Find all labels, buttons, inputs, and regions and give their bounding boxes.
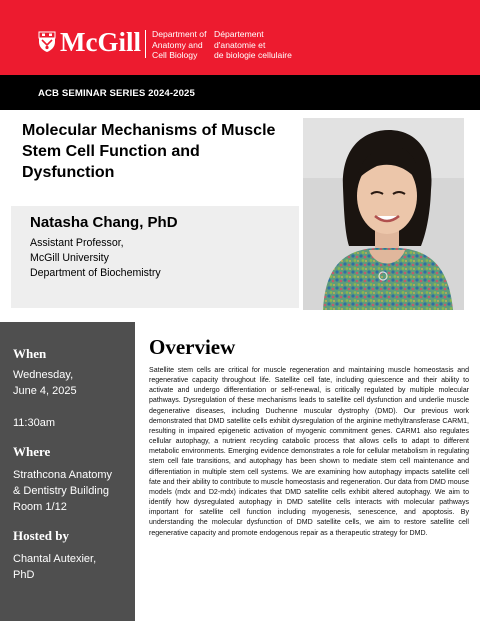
series-label: ACB SEMINAR SERIES 2024-2025	[38, 88, 195, 99]
header-divider	[145, 30, 146, 58]
speaker-institution: McGill University	[30, 252, 109, 264]
overview-body: Satellite stem cells are critical for muscle regeneration and maintaining muscle homeostasis and regenerative capacity throughout life. Satellite cell fate, including quiescence and their ability to activate and undergo differentiation or self-renewal, is critically regulated by multiple molecular pathways. Dysregulation of these mechanisms leads to satellite cell dysfunction and underlie muscle degenerative diseases, including Duchenne muscular dystrophy (DMD). Our previous work demonstrated that DMD satellite cells exhibit dysregulation of the arginine methyltransferase CARM1, resulting in impaired epigenetic activation of myogenic commitment genes. CARM1 also regulates cellular autophagy, a nutrient recycling catabolic process that allows cells to adapt to different metabolic environments. Emerging evidence demonstrates a role for cellular metabolism in regulating stem cell fate transitions, and autophagy has been shown to mediate stem cell maintenance and differentiation in multiple stem cell systems. We are examining how autophagy impacts satellite cell fate and their ability to contribute to muscle homeostasis and regeneration. Our data from DMD mouse models (mdx and D2-mdx) indicates that DMD satellite cells exhibit altered autophagy. We aim to identify how dysregulated autophagy in DMD satellite cells interacts with molecular pathways important for satellite cell function including myogenesis, senescence, and apoptosis. By understanding the molecular dysfunction of DMD satellite cells, we aim to restore satellite cell regenerative capacity and promote endogenous repair as a therapeutic strategy for DMD.	[149, 367, 469, 537]
location-line-2: & Dentistry Building	[13, 485, 109, 497]
where-heading: Where	[13, 444, 51, 459]
department-name-english: Department of Anatomy and Cell Biology	[152, 29, 207, 60]
date-line-2: June 4, 2025	[13, 385, 77, 397]
speaker-name: Natasha Chang, PhD	[30, 214, 178, 231]
location-line-1: Strathcona Anatomy	[13, 469, 113, 481]
header-banner	[0, 0, 480, 75]
speaker-photo	[303, 118, 464, 310]
speaker-card	[11, 206, 299, 308]
host-line-1: Chantal Autexier,	[13, 553, 97, 565]
talk-title: Molecular Mechanisms of Muscle Stem Cell Function and Dysfunction	[22, 122, 276, 181]
host-line-2: PhD	[13, 569, 35, 581]
department-name-french: Département d'anatomie et de biologie cellulaire	[214, 29, 292, 60]
date-line-1: Wednesday,	[13, 369, 74, 381]
mcgill-logo-text: McGill	[60, 27, 141, 57]
event-time: 11:30am	[13, 417, 55, 429]
location-room: Room 1/12	[13, 501, 67, 513]
speaker-position: Assistant Professor,	[30, 237, 124, 249]
speaker-department: Department of Biochemistry	[30, 267, 161, 279]
event-details-sidebar	[0, 322, 135, 621]
mcgill-crest-icon	[38, 31, 56, 53]
overview-heading: Overview	[149, 335, 236, 359]
when-heading: When	[13, 346, 47, 361]
hosted-by-heading: Hosted by	[13, 528, 69, 543]
